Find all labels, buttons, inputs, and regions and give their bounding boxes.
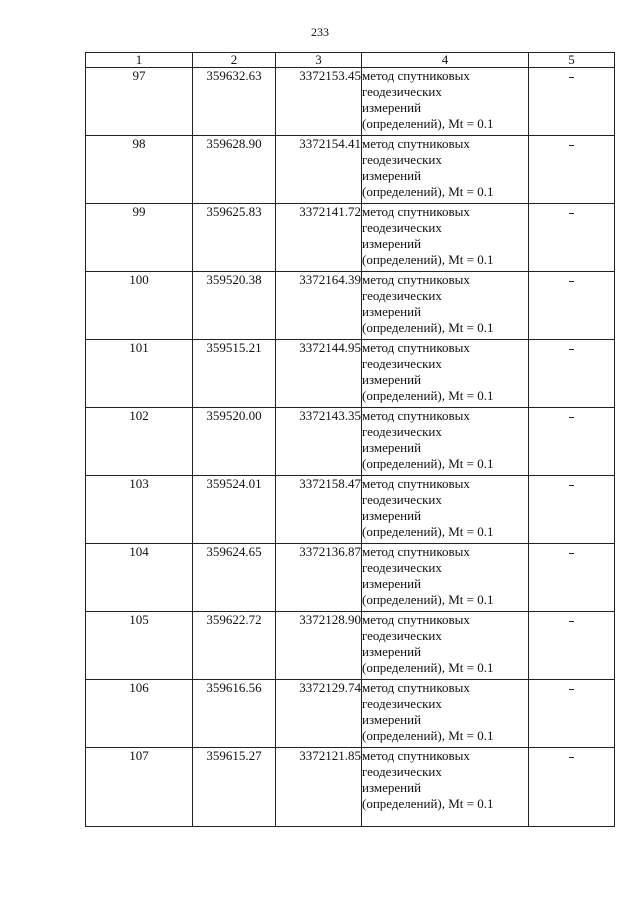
method-line: метод спутниковых — [362, 748, 470, 763]
method-line: измерений — [362, 508, 422, 523]
coordinate-y: 3372121.85 — [276, 748, 362, 827]
table-row — [86, 136, 615, 204]
coordinate-y: 3372128.90 — [276, 612, 362, 680]
method-description — [362, 748, 529, 827]
method-line: геодезических — [362, 560, 442, 575]
method-line: измерений — [362, 100, 422, 115]
method-line: геодезических — [362, 628, 442, 643]
point-number: 104 — [86, 544, 193, 612]
dash-mark — [569, 621, 574, 622]
method-line: геодезических — [362, 84, 442, 99]
method-line: метод спутниковых — [362, 204, 470, 219]
note-cell — [529, 136, 615, 204]
method-line: геодезических — [362, 492, 442, 507]
method-line: измерений — [362, 372, 422, 387]
method-description — [362, 680, 529, 748]
dash-mark — [569, 485, 574, 486]
method-description — [362, 476, 529, 544]
point-number: 107 — [86, 748, 193, 827]
method-line: измерений — [362, 304, 422, 319]
coordinate-y: 3372141.72 — [276, 204, 362, 272]
method-line: измерений — [362, 440, 422, 455]
point-number: 98 — [86, 136, 193, 204]
method-line: (определений), Mt = 0.1 — [362, 184, 494, 199]
method-line: геодезических — [362, 288, 442, 303]
point-number: 105 — [86, 612, 193, 680]
column-header-5: 5 — [529, 53, 615, 68]
table-row — [86, 204, 615, 272]
coordinate-y: 3372153.45 — [276, 68, 362, 136]
dash-mark — [569, 281, 574, 282]
method-line: (определений), Mt = 0.1 — [362, 592, 494, 607]
point-number: 103 — [86, 476, 193, 544]
table-row — [86, 612, 615, 680]
dash-mark — [569, 757, 574, 758]
method-line: измерений — [362, 576, 422, 591]
note-cell — [529, 408, 615, 476]
method-line: (определений), Mt = 0.1 — [362, 116, 494, 131]
method-line: (определений), Mt = 0.1 — [362, 728, 494, 743]
page-number: 233 — [311, 25, 329, 39]
method-line: (определений), Mt = 0.1 — [362, 388, 494, 403]
dash-mark — [569, 145, 574, 146]
dash-mark — [569, 349, 574, 350]
coordinate-x: 359520.38 — [193, 272, 276, 340]
coordinate-y: 3372164.39 — [276, 272, 362, 340]
dash-mark — [569, 689, 574, 690]
dash-mark — [569, 213, 574, 214]
point-number: 101 — [86, 340, 193, 408]
dash-mark — [569, 417, 574, 418]
coordinate-x: 359615.27 — [193, 748, 276, 827]
note-cell — [529, 544, 615, 612]
method-description — [362, 272, 529, 340]
method-line: геодезических — [362, 764, 442, 779]
column-header-3: 3 — [276, 53, 362, 68]
method-line: метод спутниковых — [362, 340, 470, 355]
method-description — [362, 612, 529, 680]
table-row — [86, 408, 615, 476]
method-line: метод спутниковых — [362, 544, 470, 559]
method-description — [362, 544, 529, 612]
method-line: (определений), Mt = 0.1 — [362, 524, 494, 539]
note-cell — [529, 748, 615, 827]
method-line: измерений — [362, 712, 422, 727]
method-line: геодезических — [362, 696, 442, 711]
note-cell — [529, 272, 615, 340]
coordinate-x: 359622.72 — [193, 612, 276, 680]
point-number: 100 — [86, 272, 193, 340]
method-line: (определений), Mt = 0.1 — [362, 252, 494, 267]
coordinate-y: 3372143.35 — [276, 408, 362, 476]
coordinate-x: 359628.90 — [193, 136, 276, 204]
dash-mark — [569, 553, 574, 554]
table-body — [86, 68, 615, 827]
method-description — [362, 136, 529, 204]
note-cell — [529, 612, 615, 680]
point-number: 102 — [86, 408, 193, 476]
method-line: (определений), Mt = 0.1 — [362, 796, 494, 811]
note-cell — [529, 476, 615, 544]
coordinate-y: 3372136.87 — [276, 544, 362, 612]
method-line: (определений), Mt = 0.1 — [362, 456, 494, 471]
column-header-4: 4 — [362, 53, 529, 68]
method-description — [362, 68, 529, 136]
point-number: 97 — [86, 68, 193, 136]
method-line: метод спутниковых — [362, 476, 470, 491]
coordinate-y: 3372154.41 — [276, 136, 362, 204]
note-cell — [529, 204, 615, 272]
method-line: измерений — [362, 780, 422, 795]
method-line: измерений — [362, 236, 422, 251]
method-line: метод спутниковых — [362, 68, 470, 83]
method-line: измерений — [362, 168, 422, 183]
point-number: 106 — [86, 680, 193, 748]
method-line: (определений), Mt = 0.1 — [362, 320, 494, 335]
method-line: измерений — [362, 644, 422, 659]
method-line: метод спутниковых — [362, 612, 470, 627]
coordinate-x: 359520.00 — [193, 408, 276, 476]
note-cell — [529, 340, 615, 408]
table-row — [86, 476, 615, 544]
method-line: геодезических — [362, 356, 442, 371]
method-description — [362, 204, 529, 272]
method-line: метод спутниковых — [362, 408, 470, 423]
coordinate-x: 359632.63 — [193, 68, 276, 136]
coordinate-x: 359515.21 — [193, 340, 276, 408]
table-row — [86, 748, 615, 827]
dash-mark — [569, 77, 574, 78]
coordinate-y: 3372158.47 — [276, 476, 362, 544]
table-row — [86, 544, 615, 612]
method-line: метод спутниковых — [362, 272, 470, 287]
table-row — [86, 340, 615, 408]
coordinate-x: 359624.65 — [193, 544, 276, 612]
table-row — [86, 272, 615, 340]
note-cell — [529, 68, 615, 136]
table-row — [86, 680, 615, 748]
method-line: геодезических — [362, 220, 442, 235]
note-cell — [529, 680, 615, 748]
coordinate-x: 359616.56 — [193, 680, 276, 748]
coordinates-table — [85, 52, 615, 827]
method-line: метод спутниковых — [362, 136, 470, 151]
method-line: метод спутниковых — [362, 680, 470, 695]
table-row — [86, 68, 615, 136]
method-line: геодезических — [362, 152, 442, 167]
method-description — [362, 408, 529, 476]
column-header-2: 2 — [193, 53, 276, 68]
column-header-1: 1 — [86, 53, 193, 68]
coordinate-x: 359524.01 — [193, 476, 276, 544]
method-line: (определений), Mt = 0.1 — [362, 660, 494, 675]
method-line: геодезических — [362, 424, 442, 439]
method-description — [362, 340, 529, 408]
header-row — [86, 53, 615, 68]
coordinate-y: 3372144.95 — [276, 340, 362, 408]
coordinate-y: 3372129.74 — [276, 680, 362, 748]
coordinate-x: 359625.83 — [193, 204, 276, 272]
point-number: 99 — [86, 204, 193, 272]
